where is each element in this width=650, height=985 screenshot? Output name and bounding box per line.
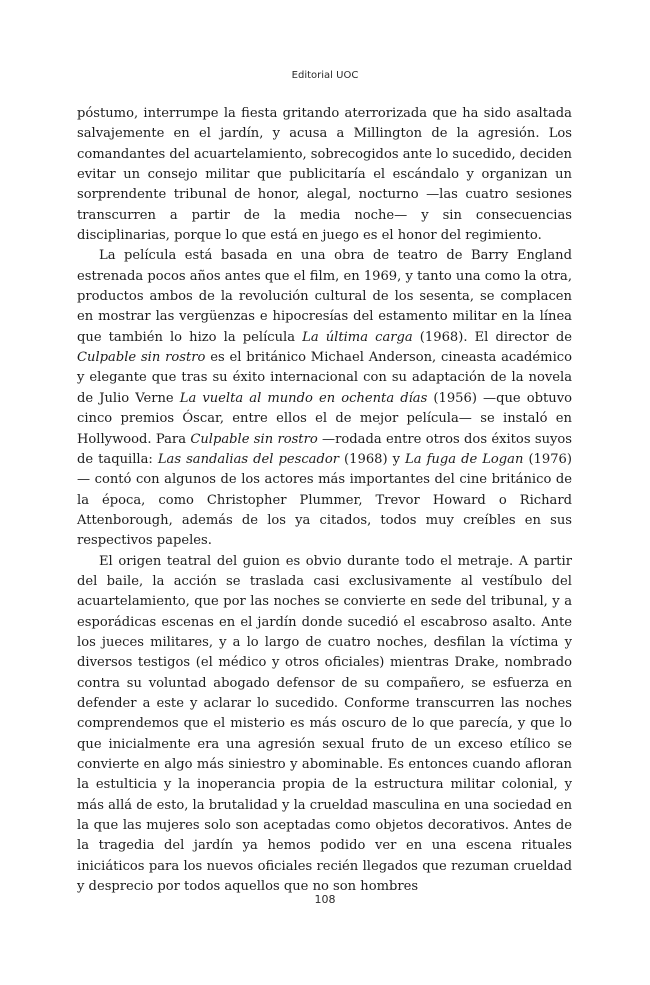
text-segment: es el británico Michael Anderson, cineasta académico y elegante que tras su éxito internacional con su adaptación de la novela de Julio Verne <box>77 350 572 406</box>
paragraph <box>77 246 572 551</box>
italic-title-text: La última carga <box>302 329 413 345</box>
paragraph <box>77 552 572 898</box>
running-head: Editorial UOC <box>291 70 359 81</box>
text-segment: (1968) y <box>339 451 406 467</box>
text-segment: (1956) —que obtuvo cinco premios Óscar, entre ellos el de mejor película— se instaló en Hollywood. Para <box>77 390 572 447</box>
text-segment: (1976)— contó con algunos de los actores más importantes del cine británico de la época, como Christopher Plummer, Trevor Howard o Richard Attenborough, además de los ya citados, todos muy creíbles en sus respectivos papeles. <box>77 451 572 549</box>
italic-title-text: Culpable sin rostro <box>77 350 206 366</box>
body-text <box>77 104 572 897</box>
text-segment: póstumo, interrumpe la fiesta gritando aterrorizada que ha sido asaltada salvajemente en el jardín, y acusa a Millington de la agresión. Los comandantes del acuartelamiento, sobrecogidos ante lo sucedido, deciden evitar un consejo militar que publicitaría el escándalo y organizan un sorprendente tribunal de honor, alegal, nocturno —las cuatro sesiones transcurren a partir de la media noche— y sin consecuencias disciplinarias, porque lo que está en juego es el honor del regimiento. <box>77 106 572 244</box>
italic-title-text: Culpable sin rostro <box>190 431 318 447</box>
text-segment: La película está basada en una obra de teatro de Barry England estrenada pocos años antes que el film, en 1969, y tanto una como la otra, productos ambos de la revolución cultural de los sesenta, se complacen en mostrar las vergüenzas e hipocresías del estamento militar en la línea que también lo hizo la película <box>77 248 572 345</box>
text-segment: El origen teatral del guion es obvio durante todo el metraje. A partir del baile, la acción se traslada casi exclusivamente al vestíbulo del acuartelamiento, que por las noches se convierte en sede del tribunal, y a esporádicas escenas en el jardín donde sucedió el escabroso asalto. Ante los jueces militares, y a lo largo de cuatro noches, desfilan la víctima y diversos testigos (el médico y otros oficiales) mientras Drake, nombrado contra su voluntad abogado defensor de su compañero, se esfuerza en defender a este y aclarar lo sucedido. Conforme transcurren las noches comprendemos que el misterio es más oscuro de lo que parecía, y que lo que inicialmente era una agresión sexual fruto de un exceso etílico se convierte en algo más siniestro y abominable. Es entonces cuando afloran la estulticia y la inoperancia propia de la estructura militar colonial, y más allá de esto, la brutalidad y la crueldad masculina en una sociedad en la que las mujeres solo son aceptadas como objetos decorativos. Antes de la tragedia del jardín ya hemos podido ver en una escena rituales iniciáticos para los nuevos oficiales recién llegados que rezuman crueldad y desprecio por todos aquellos que no son hombres <box>77 553 572 895</box>
italic-title-text: La vuelta al mundo en ochenta días <box>179 390 428 406</box>
italic-title-text: La fuga de Logan <box>405 451 524 467</box>
italic-title-text: Las sandalias del pescador <box>157 451 340 467</box>
paragraph <box>77 104 572 246</box>
text-segment: (1968). El director de <box>412 329 572 345</box>
text-segment: —rodada entre otros dos éxitos suyos de taquilla: <box>77 431 573 467</box>
page-number: 108 <box>314 893 336 906</box>
